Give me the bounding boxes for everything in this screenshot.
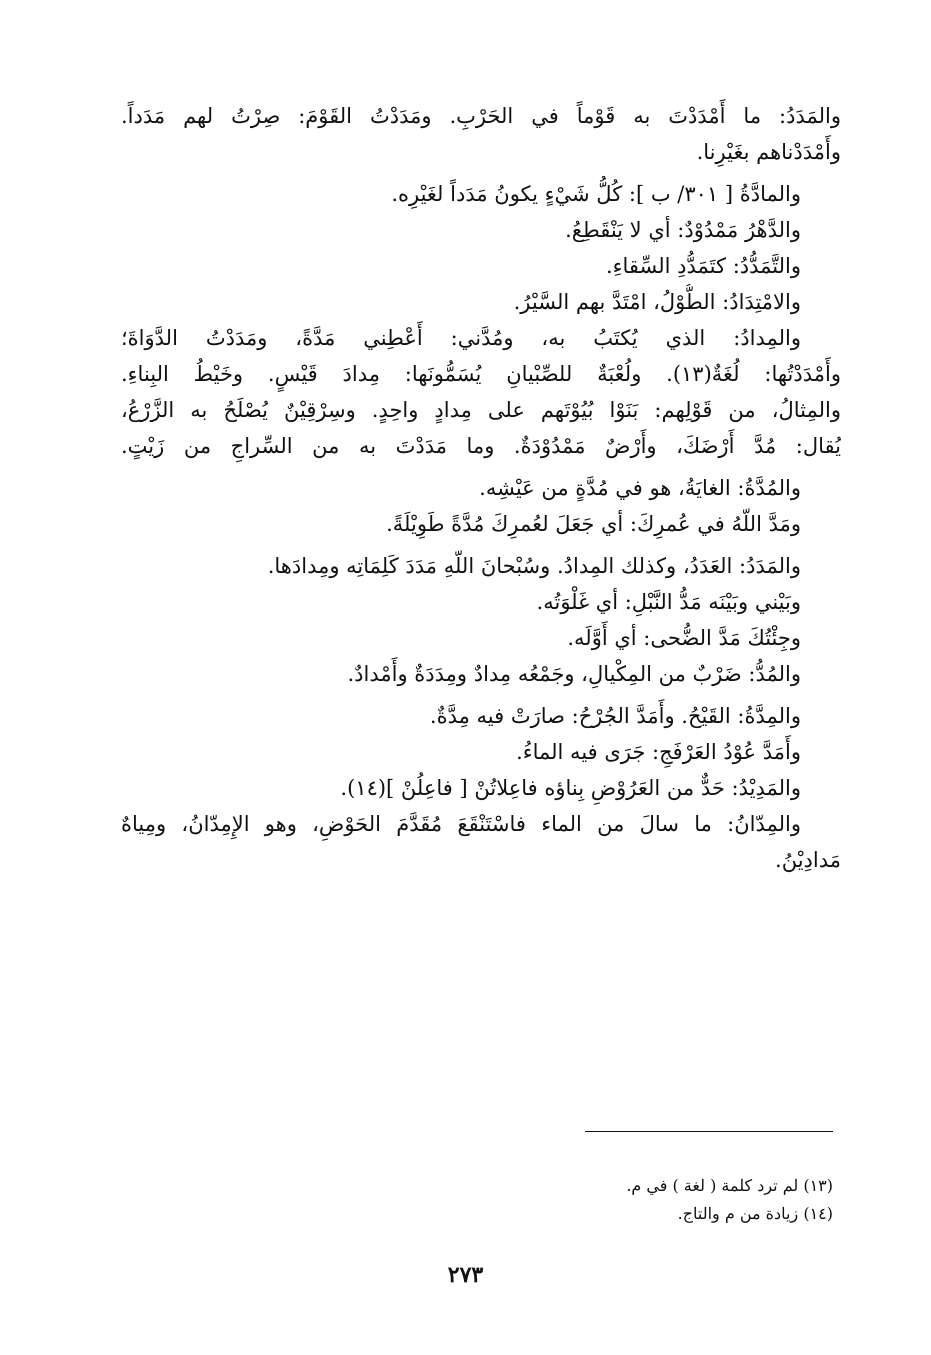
text-line: يُقال: مُدَّ أَرْضَكَ، وأَرْضٌ مَمْدُوْدَةٌ. وما مَدَدْتَ به من السِّراجِ من زَيْتٍ. [121,434,841,458]
text-line: والمِثالُ، من قَوْلِهم: بَنَوْا بُيُوْتَهم على مِدادٍ واحِدٍ. وسِرْقِيْنٌ يُصْلَحُ به الزَّرْعُ، [121,398,841,422]
text-line: وبَيْني وبَيْنَه مَدُّ النَّبْلِ: أي غَلْوَتُه. [536,590,801,614]
text-line: والدَّهْرُ مَمْدُوْدٌ: أي لا يَنْقَطِعُ. [565,218,801,242]
text-line: والامْتِدَادُ: الطُّوْلُ، امْتَدَّ بهم السَّيْرُ. [513,290,801,314]
text-line: والمِدّانُ: ما سالَ من الماء فاسْتَنْقَعَ مُقَدَّمَ الحَوْضِ، وهو الإِمِدّانُ، ومِياهٌ [121,812,801,836]
footnote-divider [585,1131,833,1132]
text-line: والمَدَدُ: العَدَدُ، وكذلك المِدادُ. وسُبْحانَ اللّهِ مَدَدَ كَلِمَاتِه ومِدادَها. [267,554,801,578]
footnote: (١٣) لم ترد كلمة ( لغة ) في م. [626,1176,833,1195]
text-line: والمُدُّ: ضَرْبٌ من المِكْيالِ، وجَمْعُه مِدادٌ ومِدَدَةٌ وأَمْدادٌ. [347,662,801,686]
text-line: مَدادِيْنُ. [775,848,841,872]
text-line: والمُدَّةُ: الغايَةُ، هو في مُدَّةٍ من عَيْشِه. [479,476,801,500]
page-number: ٢٧٣ [447,1262,484,1288]
text-line: والمِدادُ: الذي يُكتَبُ به، ومُدَّني: أَعْطِني مَدَّةً، ومَدَدْتُ الدَّوَاةَ؛ [121,326,801,350]
text-line: والمَدِيْدُ: حَدٌّ من العَرُوْضِ بِناؤه فاعِلاتُنْ [ فاعِلُنْ ](١٤). [340,776,801,800]
text-line: ومَدَّ اللّهُ في عُمرِكَ: أي جَعَلَ لعُمرِكَ مُدَّةً طَوِيْلَةً. [386,512,801,536]
footnotes [333,1172,833,1228]
text-line: والمادَّةُ [ ٣٠١/ ب ]: كُلُّ شَيْءٍ يكونُ مَدَداً لغَيْرِه. [391,182,801,206]
text-line: وأَمْدَدْناهم بغَيْرِنا. [696,140,841,164]
footnote: (١٤) زيادة من م والتاج. [677,1204,833,1223]
text-line: والتَّمَدُّدُ: كتَمَدُّدِ السِّقاءِ. [605,254,801,278]
text-line: وأَمَدَّ عُوْدُ العَرْفَجِ: جَرَى فيه الماءُ. [516,740,801,764]
text-line: والمِدَّةُ: القَيْحُ. وأَمَدَّ الجُرْحُ: صارَتْ فيه مِدَّةٌ. [429,704,801,728]
main-text-body [121,98,841,878]
text-line: والمَدَدُ: ما أَمْدَدْتَ به قَوْماً في الحَرْبِ. ومَدَدْتُ القَوْمَ: صِرْتُ لهم مَدَداً. [121,104,841,128]
text-line: وجِئْتُكَ مَدَّ الضُّحى: أي أَوَّلَه. [567,626,801,650]
text-line: وأَمْدَدْتُها: لُغَةٌ(١٣). ولُعْبَةٌ للصِّبْيانِ يُسَمُّونَها: مِدادَ قَيْسٍ. وخَيْطُ البِناءِ. [121,362,841,386]
